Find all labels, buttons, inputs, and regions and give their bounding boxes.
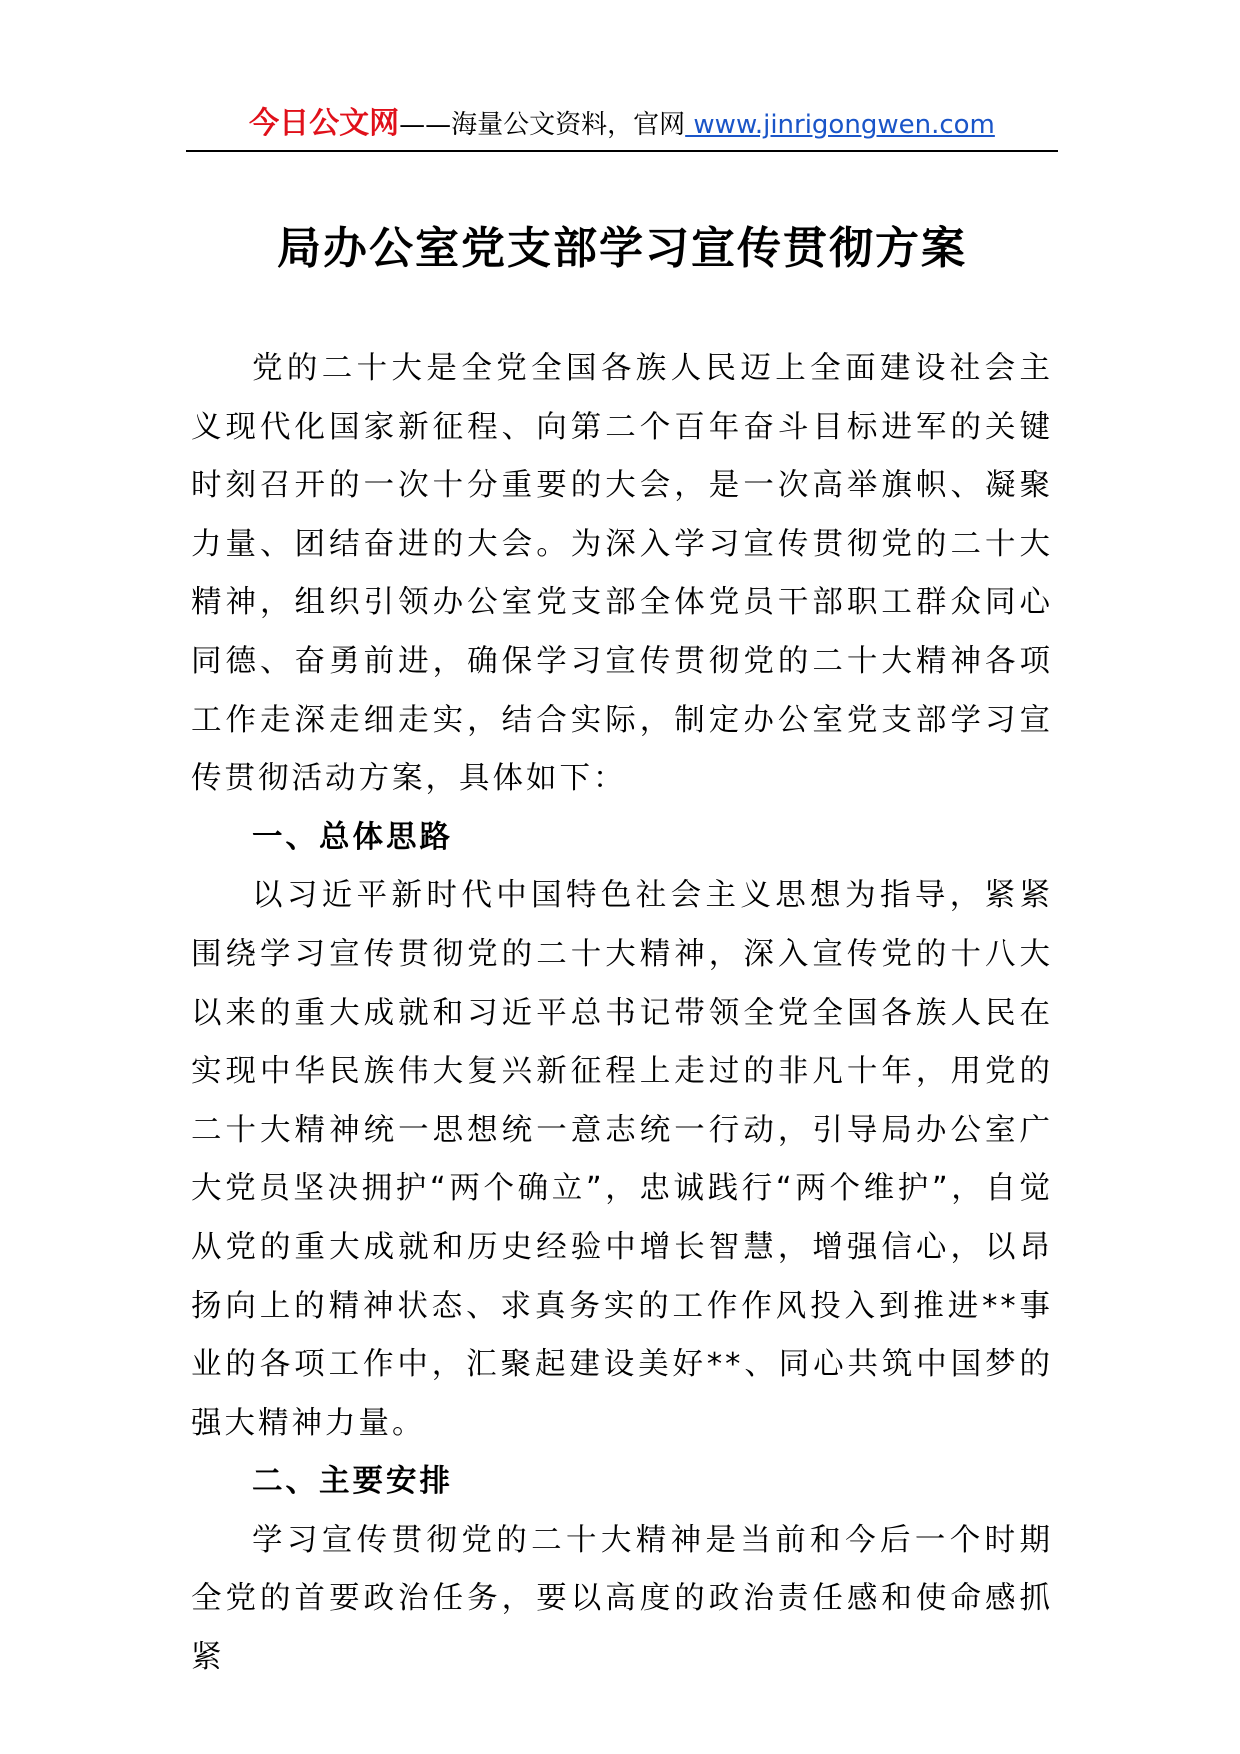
brand-name: 今日公文网 [249, 106, 400, 141]
document-title: 局办公室党支部学习宣传贯彻方案 [277, 223, 967, 274]
section-1-paragraph: 以习近平新时代中国特色社会主义思想为指导，紧紧围绕学习宣传贯彻党的二十大精神，深入宣传党的十八大以来的重大成就和习近平总书记带领全党全国各族人民在实现中华民族伟大复兴新征程上走过的非凡十年，用党的二十大精神统一思想统一意志统一行动，引导局办公室广大党员坚决拥护“两个确立”，忠诚践行“两个维护”，自觉从党的重大成就和历史经验中增长智慧，增强信心，以昂扬向上的精神状态、求真务实的工作作风投入到推进**事业的各项工作中，汇聚起建设美好**、同心共筑中国梦的强大精神力量。 [191, 878, 1053, 1441]
section-heading-2: 二、主要安排 [252, 1464, 453, 1500]
site-link[interactable]: www.jinrigongwen.com [685, 110, 995, 140]
section-2-paragraph: 学习宣传贯彻党的二十大精神是当前和今后一个时期全党的首要政治任务，要以高度的政治责任感和使命感抓紧 [191, 1522, 1053, 1676]
page-header [186, 104, 1058, 152]
document-body [191, 340, 1053, 1688]
section-heading-1: 一、总体思路 [252, 819, 453, 855]
header-tagline: ——海量公文资料，官网 [399, 110, 686, 140]
intro-paragraph: 党的二十大是全党全国各族人民迈上全面建设社会主义现代化国家新征程、向第二个百年奋斗目标进军的关键时刻召开的一次十分重要的大会，是一次高举旗帜、凝聚力量、团结奋进的大会。为深入学习宣传贯彻党的二十大精神，组织引领办公室党支部全体党员干部职工群众同心同德、奋勇前进，确保学习宣传贯彻党的二十大精神各项工作走深走细走实，结合实际，制定办公室党支部学习宣传贯彻活动方案，具体如下： [191, 351, 1053, 797]
header-line [249, 104, 995, 145]
